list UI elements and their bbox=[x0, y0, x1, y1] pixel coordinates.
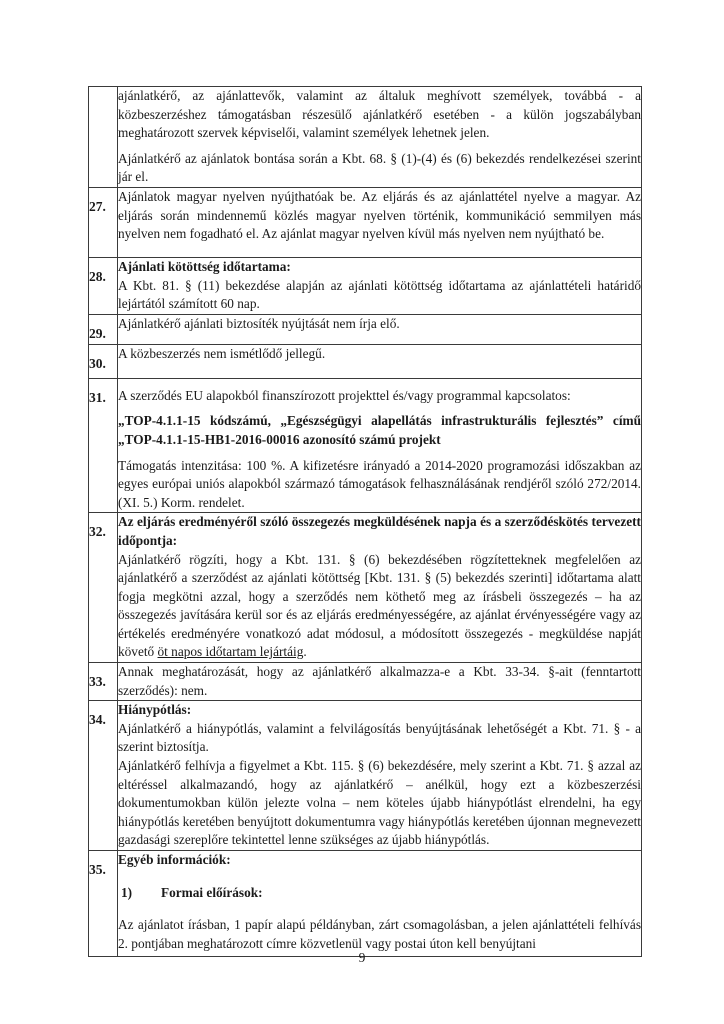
page-number: 9 bbox=[358, 950, 366, 965]
paragraph: A közbeszerzés nem ismétlődő jellegű. bbox=[118, 345, 326, 361]
paragraph: Ajánlatkérő az ajánlatok bontása során a Kbt. 68. § (1)-(4) és (6) bekezdés rendelkezései szerint jár el. bbox=[118, 150, 641, 185]
table-row-32 bbox=[89, 513, 642, 663]
row-heading: Egyéb információk: bbox=[118, 852, 231, 867]
subsection-heading bbox=[118, 884, 641, 903]
paragraph: Ajánlatok magyar nyelven nyújthatóak be. Az eljárás és az ajánlattétel nyelve a magyar. Az eljárás során mindennemű közlés magyar nyelven történik, kommunikáció semmilyen más nyelven nem fogadható el. Az ajánlat magyar nyelven kívül más nyelven nem nyújtható be. bbox=[118, 188, 641, 242]
row-content bbox=[118, 851, 642, 957]
table-row-27 bbox=[89, 187, 642, 257]
paragraph bbox=[118, 551, 641, 663]
paragraph-text: Ajánlatkérő rögzíti, hogy a Kbt. 131. § (6) bekezdésében rögzítetteknek megfelelően az ajánlatkérő a szerződést az ajánlati kötöttség [Kbt. 131. § (5) bekezdés szerinti] időtartama alatt fogja megkötni azzal, hogy a szerződés nem köthető meg az írásbeli összegezés – ha az összegezés javítására kerül sor és az eljárás eredményességére, az ajánlat érvényességére vagy az értékelés eredményére vonatkozó adat módosul, a módosított összegezés - megküldése napját követő bbox=[118, 551, 641, 660]
row-content bbox=[118, 344, 642, 378]
row-number: 30. bbox=[89, 344, 118, 378]
table-row-continuation bbox=[89, 87, 642, 188]
paragraph: Az ajánlatot írásban, 1 papír alapú példányban, zárt csomagolásban, a jelen ajánlattételi felhívás 2. pontjában meghatározott címre közvetlenül vagy postai úton kell benyújtani bbox=[118, 917, 641, 951]
row-content bbox=[118, 701, 642, 851]
row-number: 33. bbox=[89, 663, 118, 701]
table-row-28 bbox=[89, 257, 642, 314]
row-content bbox=[118, 663, 642, 701]
paragraph: ajánlatkérő, az ajánlattevők, valamint az általuk meghívott személyek, továbbá - a közbeszerzéshez támogatásban részesülő ajánlatkérő esetében - a külön jogszabályban meghatározott szervek képviselői, valamint személyek lehetnek jelen. bbox=[118, 88, 641, 141]
subsection-title: Formai előírások: bbox=[161, 884, 263, 900]
underlined-text: öt napos időtartam lejártáig bbox=[157, 644, 304, 660]
project-identifier: „TOP-4.1.1-15 kódszámú, „Egészségügyi alapellátás infrastrukturális fejlesztés” című „TOP-4.1.1-15-HB1-2016-00016 azonosító számú projekt bbox=[118, 413, 641, 447]
row-heading: Az eljárás eredményéről szóló összegezés megküldésének napja és a szerződéskötés tervezett időpontja: bbox=[118, 514, 641, 548]
table-row-33 bbox=[89, 663, 642, 701]
table-row-29 bbox=[89, 314, 642, 344]
row-number: 34. bbox=[89, 701, 118, 851]
table-row-30 bbox=[89, 344, 642, 378]
row-content bbox=[118, 378, 642, 513]
paragraph: Támogatás intenzitása: 100 %. A kifizetésre irányadó a 2014-2020 programozási időszakban az egyes európai uniós alapokból származó támogatások felhasználásának rendjéről szóló 272/2014. (XI. 5.) Korm. rendelet. bbox=[118, 457, 641, 510]
paragraph: Ajánlatkérő felhívja a figyelmet a Kbt. 115. § (6) bekezdésére, mely szerint a Kbt. 71. § azzal az eltéréssel alkalmazandó, hogy az ajánlatkérő – anélkül, hogy ezt a közbeszerzési dokumentumokban külön jelezte volna – nem köteles újabb hiánypótlást elrendelni, ha egy hiánypótlás keretében benyújtott dokumentumra vagy hiánypótlás keretében újonnan megnevezett gazdasági szereplőre tekintettel lenne szükséges az újabb hiánypótlás. bbox=[118, 758, 641, 848]
paragraph: A szerződés EU alapokból finanszírozott projekttel és/vagy programmal kapcsolatos: bbox=[118, 387, 571, 403]
row-number: 35. bbox=[89, 851, 118, 957]
row-number: 32. bbox=[89, 513, 118, 663]
row-heading: Hiánypótlás: bbox=[118, 702, 192, 718]
tender-conditions-table bbox=[88, 86, 642, 957]
row-content bbox=[118, 87, 642, 188]
paragraph-trailing: . bbox=[303, 644, 307, 660]
paragraph: Ajánlatkérő a hiánypótlás, valamint a felvilágosítás benyújtásának lehetőségét a Kbt. 71. § - a szerint biztosítja. bbox=[118, 720, 641, 755]
table-row-31 bbox=[89, 378, 642, 513]
row-content bbox=[118, 513, 642, 663]
row-number: 27. bbox=[89, 187, 118, 257]
row-number bbox=[89, 87, 118, 188]
row-number: 28. bbox=[89, 257, 118, 314]
table-row-35 bbox=[89, 851, 642, 957]
paragraph: Ajánlatkérő ajánlati biztosíték nyújtását nem írja elő. bbox=[118, 315, 400, 331]
row-number: 31. bbox=[89, 378, 118, 513]
row-heading: Ajánlati kötöttség időtartama: bbox=[118, 258, 291, 274]
paragraph: A Kbt. 81. § (11) bekezdése alapján az ajánlati kötöttség időtartama az ajánlattételi határidő lejártától számított 60 nap. bbox=[118, 277, 641, 312]
row-content bbox=[118, 187, 642, 257]
subsection-index: 1) bbox=[121, 884, 133, 900]
row-number: 29. bbox=[89, 314, 118, 344]
row-content bbox=[118, 257, 642, 314]
row-content bbox=[118, 314, 642, 344]
table-row-34 bbox=[89, 701, 642, 851]
paragraph: Annak meghatározását, hogy az ajánlatkérő alkalmazza-e a Kbt. 33-34. §-ait (fenntartott szerződés): nem. bbox=[118, 664, 641, 698]
